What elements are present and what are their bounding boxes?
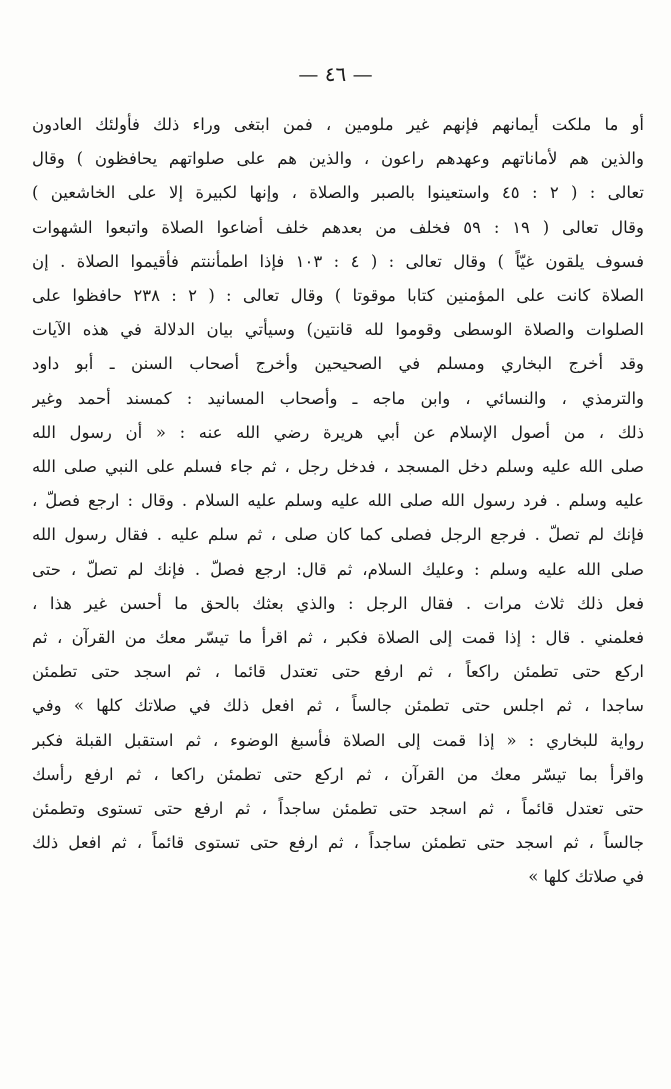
- text-line: فسوف يلقون غيّاً ) وقال تعالى : ( ٤ : ١٠٣ فإذا اطمأننتم فأقيموا الصلاة . إن: [32, 251, 644, 271]
- body-text: [32, 108, 644, 895]
- text-line: عليه وسلم . فرد رسول الله صلى الله عليه وسلم عليه السلام . وقال : ارجع فصلّ ،: [32, 491, 644, 511]
- text-line: حتى تعتدل قائماً ، ثم اسجد حتى تطمئن ساجداً ، ثم ارفع حتى تستوى وتطمئن: [32, 799, 644, 819]
- text-line: والترمذي ، والنسائي ، وابن ماجه ـ وأصحاب المسانيد : كمسند أحمد وغير: [32, 388, 644, 408]
- text-line: فعل ذلك ثلاث مرات . فقال الرجل : والذي بعثك بالحق ما أحسن غير هذا ،: [32, 593, 644, 613]
- text-line: اركع حتى تطمئن راكعاً ، ثم ارفع حتى تعتدل قائما ، ثم اسجد حتى تطمئن: [32, 662, 644, 682]
- text-line: ذلك ، من أصول الإسلام عن أبي هريرة رضي الله عنه : « أن رسول الله: [32, 422, 644, 442]
- text-line: الصلاة كانت على المؤمنين كتابا موقوتا ) وقال تعالى : ( ٢ : ٢٣٨ حافظوا على: [32, 286, 644, 306]
- text-line: رواية للبخاري : « إذا قمت إلى الصلاة فأسبغ الوضوء ، ثم استقبل القبلة فكبر: [32, 730, 644, 750]
- page-number: — ٤٦ —: [298, 62, 373, 86]
- text-line: ساجدا ، ثم اجلس حتى تطمئن جالساً ، ثم افعل ذلك في صلاتك كلها » وفي: [32, 696, 644, 716]
- text-line: الصلوات والصلاة الوسطى وقوموا لله قانتين) وسيأتي بيان الدلالة في هذه الآيات: [32, 320, 644, 340]
- text-line: في صلاتك كلها »: [528, 867, 644, 887]
- text-line: فعلمني . قال : إذا قمت إلى الصلاة فكبر ، ثم اقرأ ما تيسّر معك من القرآن ، ثم: [32, 628, 644, 648]
- text-line: أو ما ملكت أيمانهم فإنهم غير ملومين ، فمن ابتغى وراء ذلك فأولئك العادون: [32, 115, 644, 134]
- text-line: وقد أخرج البخاري ومسلم في الصحيحين وأخرج أصحاب السنن ـ أبو داود: [32, 354, 644, 374]
- text-line: صلى الله عليه وسلم دخل المسجد ، فدخل رجل ، ثم جاء فسلم على النبي صلى الله: [32, 457, 644, 477]
- text-line: جالساً ، ثم اسجد حتى تطمئن ساجداً ، ثم ارفع حتى تستوى قائماً ، ثم افعل ذلك: [32, 833, 644, 853]
- text-line: صلى الله عليه وسلم : وعليك السلام، ثم قال: ارجع فصلّ . فإنك لم تصلّ ، حتى: [32, 559, 644, 579]
- text-line: والذين هم لأماناتهم وعهدهم راعون ، والذين هم على صلواتهم يحافظون ) وقال: [32, 149, 644, 169]
- text-line: تعالى : ( ٢ : ٤٥ واستعينوا بالصبر والصلاة ، وإنها لكبيرة إلا على الخاشعين ): [32, 183, 644, 203]
- text-line: وقال تعالى ( ١٩ : ٥٩ فخلف من بعدهم خلف أضاعوا الصلاة واتبعوا الشهوات: [32, 217, 644, 237]
- text-line: واقرأ بما تيسّر معك من القرآن ، ثم اركع حتى تطمئن راكعا ، ثم ارفع رأسك: [32, 764, 644, 784]
- text-line: فإنك لم تصلّ . فرجع الرجل فصلى كما كان صلى ، ثم سلم عليه . فقال رسول الله: [32, 525, 644, 545]
